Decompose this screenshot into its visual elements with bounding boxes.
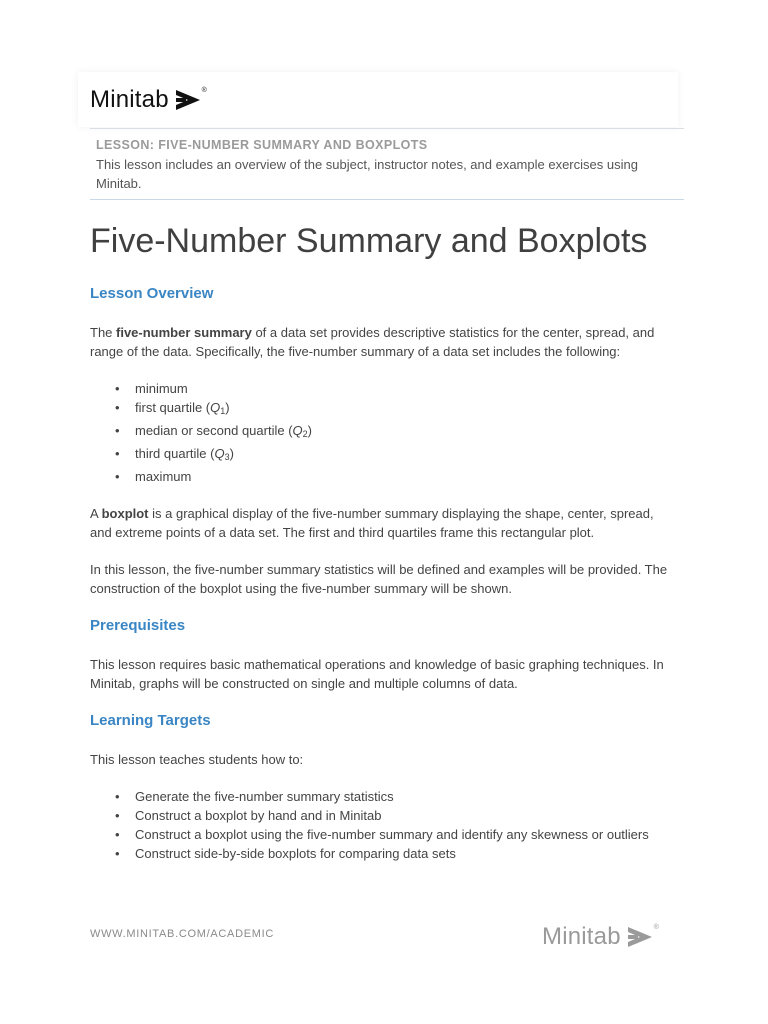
list-item-text: first quartile (	[135, 400, 211, 415]
q-symbol: Q	[210, 400, 221, 415]
targets-intro: This lesson teaches students how to:	[90, 752, 304, 767]
list-item: • Construct a boxplot by hand and in Minitab	[135, 806, 678, 825]
list-item-text: )	[307, 423, 313, 438]
minitab-arrow-icon	[175, 87, 207, 111]
heading-learning-targets: Learning Targets	[90, 712, 211, 729]
list-item-text: maximum	[135, 469, 192, 484]
list-item: • Generate the five-number summary statistics	[135, 787, 678, 806]
text-span: is a graphical display of the five-number summary displaying the shape, center, spread, and extreme points of a data set. The first and third quartiles frame this rectangular plot.	[90, 506, 654, 540]
text-span: of a data set provides descriptive statistics for the center, spread, and range of the data. Specifically, the five-number summary of a data set includes the following:	[90, 325, 655, 359]
q-symbol: Q	[292, 423, 303, 438]
overview-paragraph-2	[90, 504, 678, 542]
bold-term: five-number summary	[116, 325, 252, 340]
logo-wordmark: Minitab	[90, 86, 169, 113]
q-subscript: 3	[224, 452, 230, 462]
list-item-text: minimum	[135, 381, 188, 396]
lesson-description: This lesson includes an overview of the subject, instructor notes, and example exercises using Minitab.	[96, 157, 638, 191]
header-logo	[90, 86, 207, 114]
lesson-content	[90, 284, 678, 863]
lesson-label: LESSON: FIVE-NUMBER SUMMARY AND BOXPLOTS	[96, 138, 428, 152]
list-item-text: )	[229, 446, 234, 461]
prerequisites-paragraph: This lesson requires basic mathematical operations and knowledge of basic graphing techniques. In Minitab, graphs will be constructed on single and multiple columns of data.	[90, 657, 664, 691]
heading-prerequisites: Prerequisites	[90, 617, 186, 634]
five-number-list	[90, 379, 678, 486]
list-item: • Construct side-by-side boxplots for comparing data sets	[135, 844, 678, 863]
list-item	[135, 444, 678, 467]
text-span: The	[90, 325, 117, 340]
lesson-banner	[90, 128, 684, 200]
list-item	[135, 379, 678, 398]
page-title: Five-Number Summary and Boxplots	[90, 222, 648, 260]
list-item	[135, 398, 678, 421]
footer-url: WWW.MINITAB.COM/ACADEMIC	[90, 928, 275, 940]
overview-paragraph-3: In this lesson, the five-number summary statistics will be defined and examples will be provided. The construction of the boxplot using the five-number summary will be shown.	[90, 562, 668, 596]
q-symbol: Q	[214, 446, 225, 461]
text-span: A	[90, 506, 102, 521]
list-item: • Construct a boxplot using the five-number summary and identify any skewness or outliers	[135, 825, 678, 844]
bold-term: boxplot	[101, 506, 149, 521]
q-subscript: 2	[302, 429, 308, 439]
registered-mark: ®	[201, 87, 207, 94]
list-item	[135, 467, 678, 486]
list-item	[135, 421, 678, 444]
registered-mark: ®	[653, 924, 659, 931]
heading-lesson-overview: Lesson Overview	[90, 285, 214, 302]
list-item-text: third quartile (	[135, 446, 215, 461]
overview-paragraph-1	[90, 323, 678, 361]
minitab-arrow-icon	[627, 924, 659, 948]
learning-targets-list	[90, 787, 678, 863]
list-item-text: )	[225, 400, 230, 415]
footer-logo-wordmark: Minitab	[542, 923, 621, 950]
q-subscript: 1	[220, 406, 226, 416]
footer-logo	[542, 923, 659, 951]
list-item-text: median or second quartile (	[135, 423, 293, 438]
